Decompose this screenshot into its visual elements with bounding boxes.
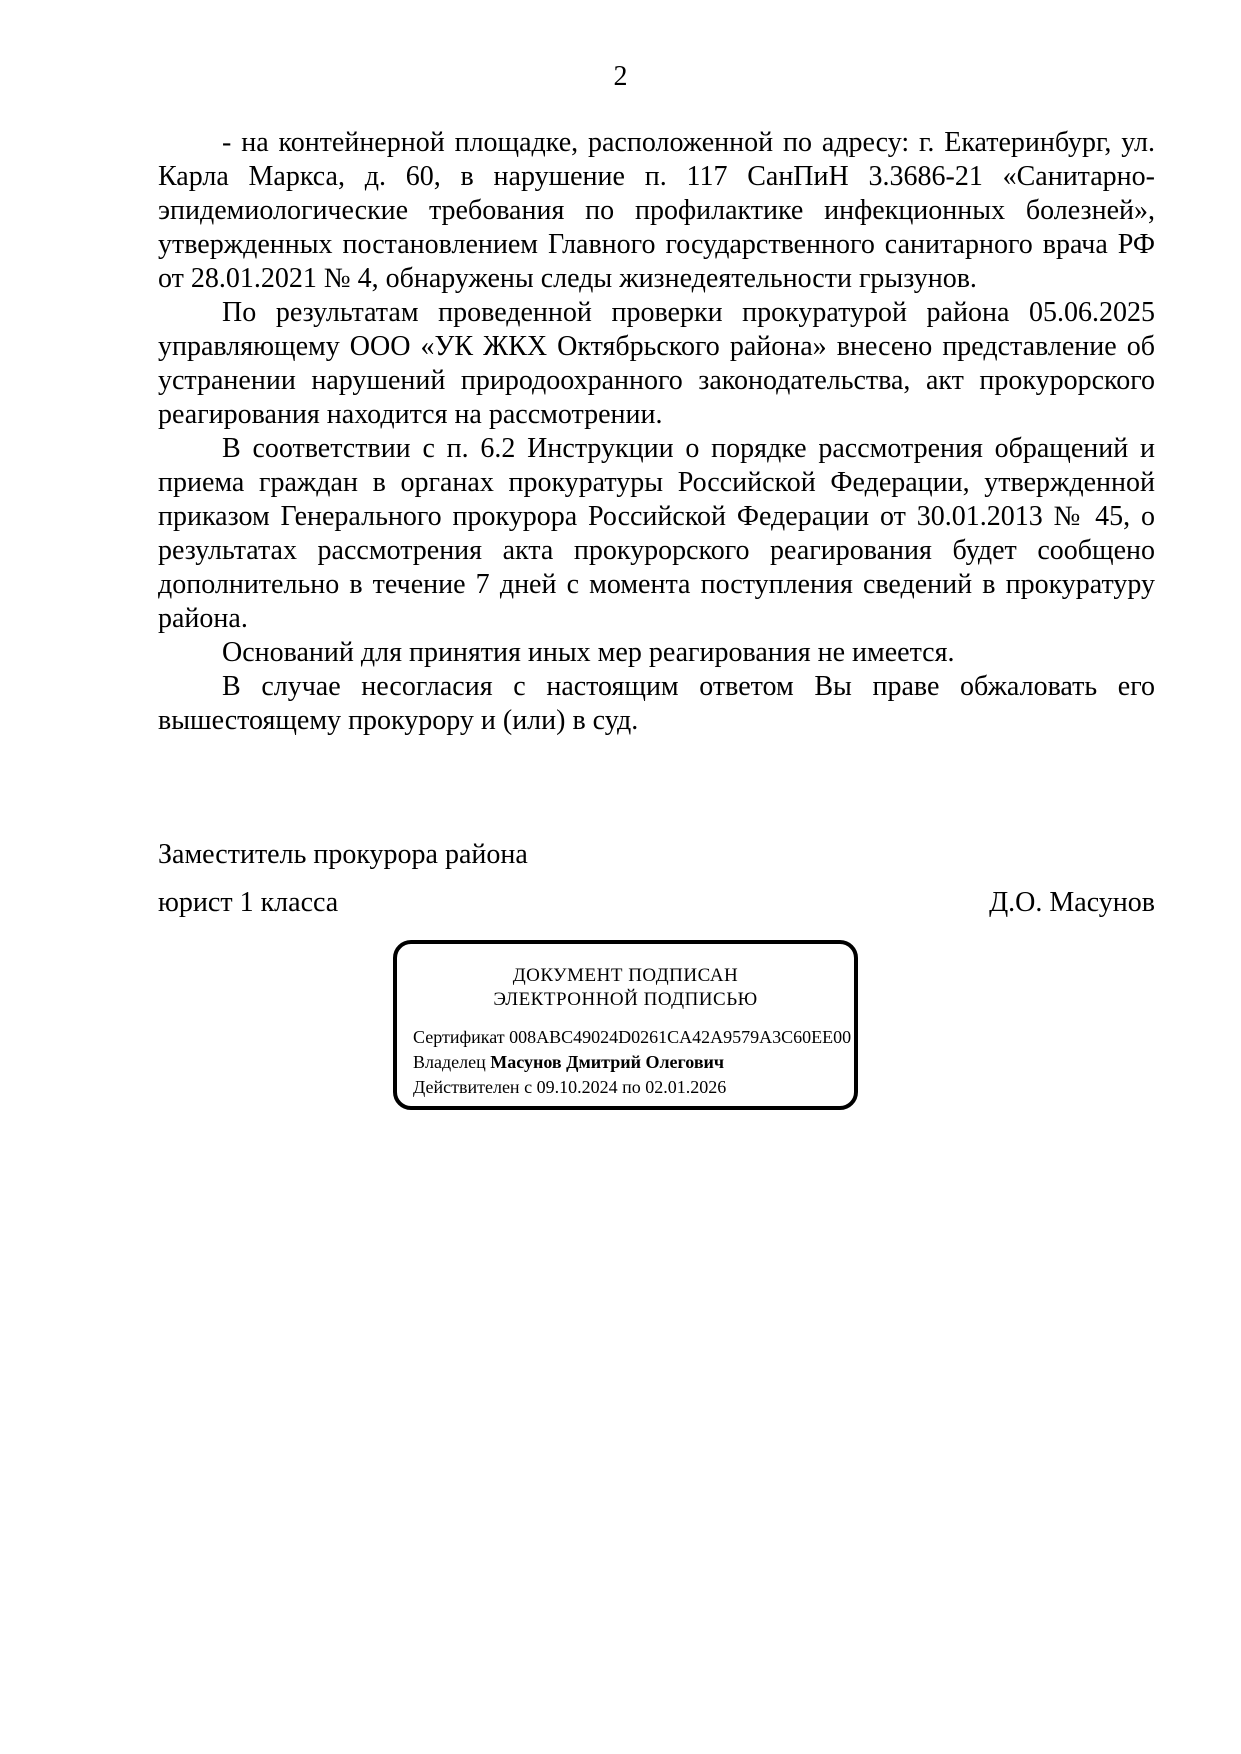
stamp-title-line2: ЭЛЕКТРОННОЙ ПОДПИСЬЮ bbox=[493, 989, 758, 1010]
paragraph-instruction-reference: В соответствии с п. 6.2 Инструкции о порядке рассмотрения обращений и приема граждан в органах прокуратуры Российской Федерации, утвержденной приказом Генерального прокурора Российской Федерации от 30.01.2013 № 45, о результатах рассмотрения акта прокурорского реагирования будет сообщено дополнительно в течение 7 дней с момента поступления сведений в прокуратуру района. bbox=[158, 433, 1155, 634]
paragraph-inspection-results: По результатам проведенной проверки прокуратурой района 05.06.2025 управляющему ООО «УК ЖКХ Октябрьского района» внесено представление об устранении нарушений природоохранного законодательства, акт прокурорского реагирования находится на рассмотрении. bbox=[158, 297, 1155, 430]
signature-row bbox=[158, 886, 1155, 920]
signer-name: Д.О. Масунов bbox=[989, 887, 1155, 918]
stamp-title bbox=[397, 964, 854, 1012]
signer-position-line1: Заместитель прокурора района bbox=[158, 839, 528, 870]
owner-value: Масунов Дмитрий Олегович bbox=[490, 1052, 725, 1072]
certificate-row bbox=[413, 1025, 852, 1050]
signature-block bbox=[158, 838, 1155, 920]
paragraph-no-other-measures: Оснований для принятия иных мер реагирования не имеется. bbox=[222, 637, 955, 668]
stamp-title-line1: ДОКУМЕНТ ПОДПИСАН bbox=[512, 965, 739, 986]
signer-position-line2: юрист 1 класса bbox=[158, 887, 339, 918]
paragraph-appeal-rights: В случае несогласия с настоящим ответом Вы праве обжаловать его вышестоящему прокурору и (или) в суд. bbox=[158, 671, 1155, 736]
letter-body bbox=[158, 126, 1155, 738]
owner-label: Владелец bbox=[413, 1052, 491, 1072]
certificate-value: 008ABC49024D0261CA42A9579A3C60EE00 bbox=[509, 1027, 852, 1047]
stamp-details bbox=[413, 1025, 852, 1100]
paragraph-container-site-violation: - на контейнерной площадке, расположенной по адресу: г. Екатеринбург, ул. Карла Маркса, д. 60, в нарушение п. 117 СанПиН 3.3686-21 «Санитарно-эпидемиологические требования по профилактике инфекционных болезней», утвержденных постановлением Главного государственного санитарного врача РФ от 28.01.2021 № 4, обнаружены следы жизнедеятельности грызунов. bbox=[158, 127, 1155, 294]
validity-value: с 09.10.2024 по 02.01.2026 bbox=[524, 1077, 727, 1097]
electronic-signature-stamp bbox=[393, 940, 858, 1110]
page-number: 2 bbox=[613, 61, 628, 92]
validity-row bbox=[413, 1075, 840, 1100]
certificate-label: Сертификат bbox=[413, 1027, 510, 1047]
validity-label: Действителен bbox=[413, 1077, 525, 1097]
owner-row bbox=[413, 1050, 840, 1075]
